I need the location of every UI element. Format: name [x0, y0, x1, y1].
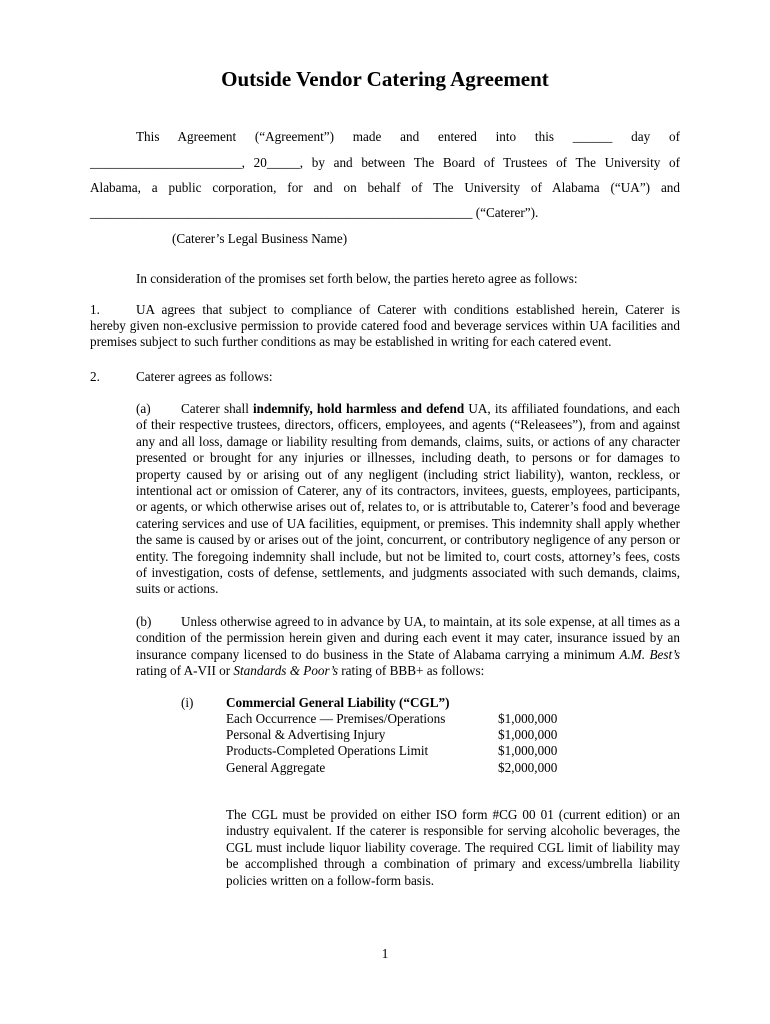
caterer-name-caption: (Caterer’s Legal Business Name) — [172, 231, 348, 246]
clause-b-ital-1: A.M. Best’s — [619, 646, 680, 662]
coverage-name: Products-Completed Operations Limit — [226, 743, 429, 758]
coverage-amount: $1,000,000 — [498, 743, 558, 758]
intro-line-1: This Agreement (“Agreement”) made and entered into this ______ day of — [136, 129, 680, 144]
consideration-text: In consideration of the promises set forth below, the parties hereto agree as follows: — [136, 271, 578, 286]
coverage-name: Personal & Advertising Injury — [226, 727, 386, 742]
clause-a-paragraph — [136, 401, 680, 598]
coverage-amount: $1,000,000 — [498, 727, 558, 742]
section-1-first-line: UA agrees that subject to compliance of Caterer with conditions established herein, Caterer is — [136, 302, 680, 317]
cgl-label: (i) — [181, 695, 194, 710]
clause-b-label: (b) — [136, 614, 152, 629]
coverage-name: General Aggregate — [226, 760, 326, 775]
cgl-heading: Commercial General Liability (“CGL”) — [226, 695, 450, 710]
clause-a-label: (a) — [136, 401, 151, 416]
intro-line-3: Alabama, a public corporation, for and on behalf of The University of Alabama (“UA”) and — [90, 180, 680, 195]
clause-a-text: UA, its affiliated foundations, and each of their respective trustees, directors, officers, employees, and agents (“Releasees”), from and against any and all loss, damage or liability resulting from demands, claims, suits, or actions of any character presented or brought for any injuries or illnesses, including death, to persons or for damages to property caused by or arising out of any negligent (including strict liability), wanton, reckless, or intentional act or omission of Caterer, any of its contractors, invitees, guests, employees, participants, or agents, or which otherwise arises out of, relates to, or is attributable to, Caterer’s food and beverage catering services and use of UA facilities, equipment, or premises. This indemnity shall apply whether the same is caused by or arises out of the joint, concurrent, or contributory negligence of any person or entity. The foregoing indemnity shall include, but not be limited to, court costs, attorney’s fees, costs of investigation, costs of defense, settlements, and judgments associated with such demands, claims, suits or actions. — [136, 401, 681, 597]
clause-b-paragraph — [136, 614, 680, 680]
section-1-text: hereby given non-exclusive permission to provide catered food and beverage services within UA facilities and premises subject to such further conditions as may be established in writing for each catered event. — [90, 318, 680, 350]
intro-line-4: __________________________________________________________ (“Caterer”). — [90, 205, 539, 220]
intro-line-2: _______________________, 20_____, by and between The Board of Trustees of The University of — [90, 155, 680, 170]
section-1-number: 1. — [90, 302, 100, 317]
clause-b-ital-2: Standards & Poor’s — [233, 663, 338, 679]
clause-b-text-1: Unless otherwise agreed to in advance by UA, to maintain, at its sole expense, at all times as a condition of the permission herein given and during each event it may cater, insurance issued by an insurance company licensed to do business in the State of Alabama carrying a minimum — [136, 614, 680, 662]
section-2-heading: Caterer agrees as follows: — [136, 369, 273, 384]
section-2-number: 2. — [90, 369, 100, 384]
cgl-note: The CGL must be provided on either ISO form #CG 00 01 (current edition) or an industry equivalent. If the caterer is responsible for serving alcoholic beverages, the CGL must include liquor liability coverage. The required CGL limit of liability may be accomplished through a combination of primary and excess/umbrella liability policies written on a follow-form basis. — [226, 807, 680, 888]
coverage-amount: $2,000,000 — [498, 760, 558, 775]
clause-b-text-3: rating of BBB+ as follows: — [337, 663, 485, 679]
coverage-amount: $1,000,000 — [498, 711, 558, 726]
page-number: 1 — [381, 946, 389, 961]
clause-a-bold: indemnify, hold harmless and defend — [253, 401, 465, 416]
document-title: Outside Vendor Catering Agreement — [221, 67, 549, 91]
clause-b-text-2: rating of A-VII or — [136, 663, 234, 679]
coverage-name: Each Occurrence — Premises/Operations — [226, 711, 446, 726]
clause-a-lead: Caterer shall — [181, 401, 254, 416]
